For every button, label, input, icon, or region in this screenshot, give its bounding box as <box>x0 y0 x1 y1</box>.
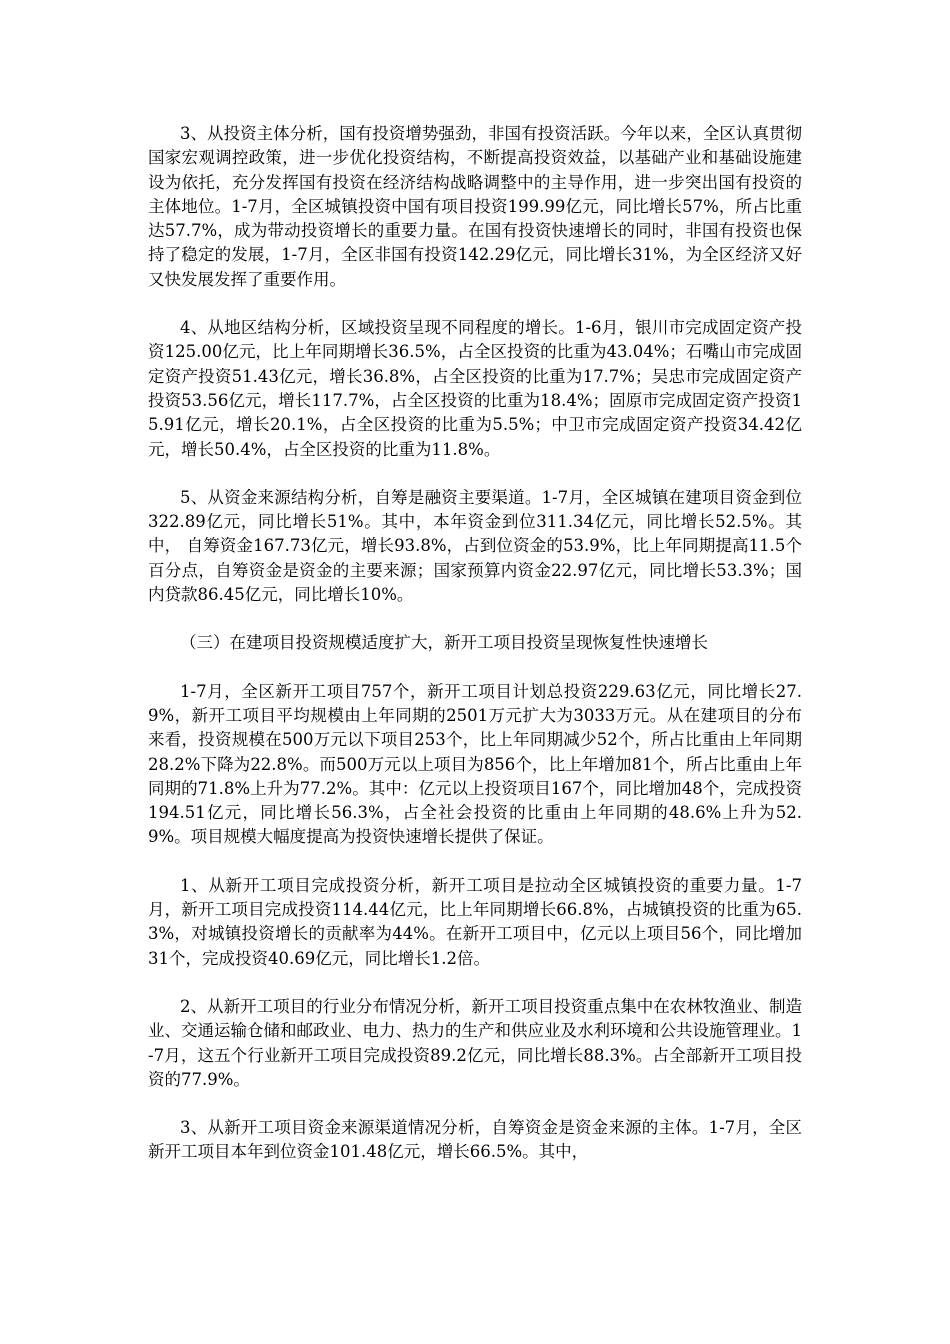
paragraph-state-investment: 3、从投资主体分析，国有投资增势强劲，非国有投资活跃。今年以来，全区认真贯彻国家宏观调控政策，进一步优化投资结构，不断提高投资效益，以基础产业和基础设施建设为依托，充分发挥国有投资在经济结构战略调整中的主导作用，进一步突出国有投资的主体地位。1-7月，全区城镇投资中国有项目投资199.99亿元，同比增长57%，所占比重达57.7%，成为带动投资增长的重要力量。在国有投资快速增长的同时，非国有投资也保持了稳定的发展，1-7月，全区非国有投资142.29亿元，同比增长31%，为全区经济又好又快发展发挥了重要作用。 <box>148 124 802 289</box>
paragraph-new-projects-industry: 2、从新开工项目的行业分布情况分析，新开工项目投资重点集中在农林牧渔业、制造业、交通运输仓储和邮政业、电力、热力的生产和供应业及水利环境和公共设施管理业。1-7月，这五个行业新开工项目完成投资89.2亿元，同比增长88.3%。占全部新开工项目投资的77.9%。 <box>148 996 802 1089</box>
section-heading: （三）在建项目投资规模适度扩大，新开工项目投资呈现恢复性快速增长 <box>180 633 708 653</box>
paragraph-new-projects-investment: 1、从新开工项目完成投资分析，新开工项目是拉动全区城镇投资的重要力量。1-7月，新开工项目完成投资114.44亿元，比上年同期增长66.8%，占城镇投资的比重为65.3%，对城镇投资增长的贡献率为44%。在新开工项目中，亿元以上项目56个，同比增加31个，完成投资40.69亿元，同比增长1.2倍。 <box>148 875 802 968</box>
paragraph-funding-sources: 5、从资金来源结构分析，自筹是融资主要渠道。1-7月，全区城镇在建项目资金到位322.89亿元，同比增长51%。其中，本年资金到位311.34亿元，同比增长52.5%。其中， 自筹资金167.73亿元，增长93.8%，占到位资金的53.9%，比上年同期提高11.5个百分点，自筹资金是资金的主要来源；国家预算内资金22.97亿元，同比增长53.3%；国内贷款86.45亿元，同比增长10%。 <box>148 487 802 605</box>
paragraph-new-projects-overview: 1-7月，全区新开工项目757个，新开工项目计划总投资229.63亿元，同比增长27.9%，新开工项目平均规模由上年同期的2501万元扩大为3033万元。从在建项目的分布来看，投资规模在500万元以下项目253个，比上年同期减少52个，所占比重由上年同期28.2%下降为22.8%。而500万元以上项目为856个，比上年增加81个，所占比重由上年同期的71.8%上升为77.2%。其中：亿元以上投资项目167个，同比增加48个，完成投资194.51亿元，同比增长56.3%，占全社会投资的比重由上年同期的48.6%上升为52.9%。项目规模大幅度提高为投资快速增长提供了保证。 <box>148 681 802 847</box>
paragraph-new-projects-funding: 3、从新开工项目资金来源渠道情况分析，自筹资金是资金来源的主体。1-7月，全区新开工项目本年到位资金101.48亿元，增长66.5%。其中， <box>148 1118 802 1162</box>
paragraph-regional-structure: 4、从地区结构分析，区域投资呈现不同程度的增长。1-6月，银川市完成固定资产投资125.00亿元，比上年同期增长36.5%，占全区投资的比重为43.04%；石嘴山市完成固定资产投资51.43亿元，增长36.8%，占全区投资的比重为17.7%；吴忠市完成固定资产投资53.56亿元，增长117.7%，占全区投资的比重为18.4%；固原市完成固定资产投资15.91亿元，增长20.1%，占全区投资的比重为5.5%；中卫市完成固定资产投资34.42亿元，增长50.4%，占全区投资的比重为11.8%。 <box>148 318 802 459</box>
document-body <box>148 122 802 1189</box>
